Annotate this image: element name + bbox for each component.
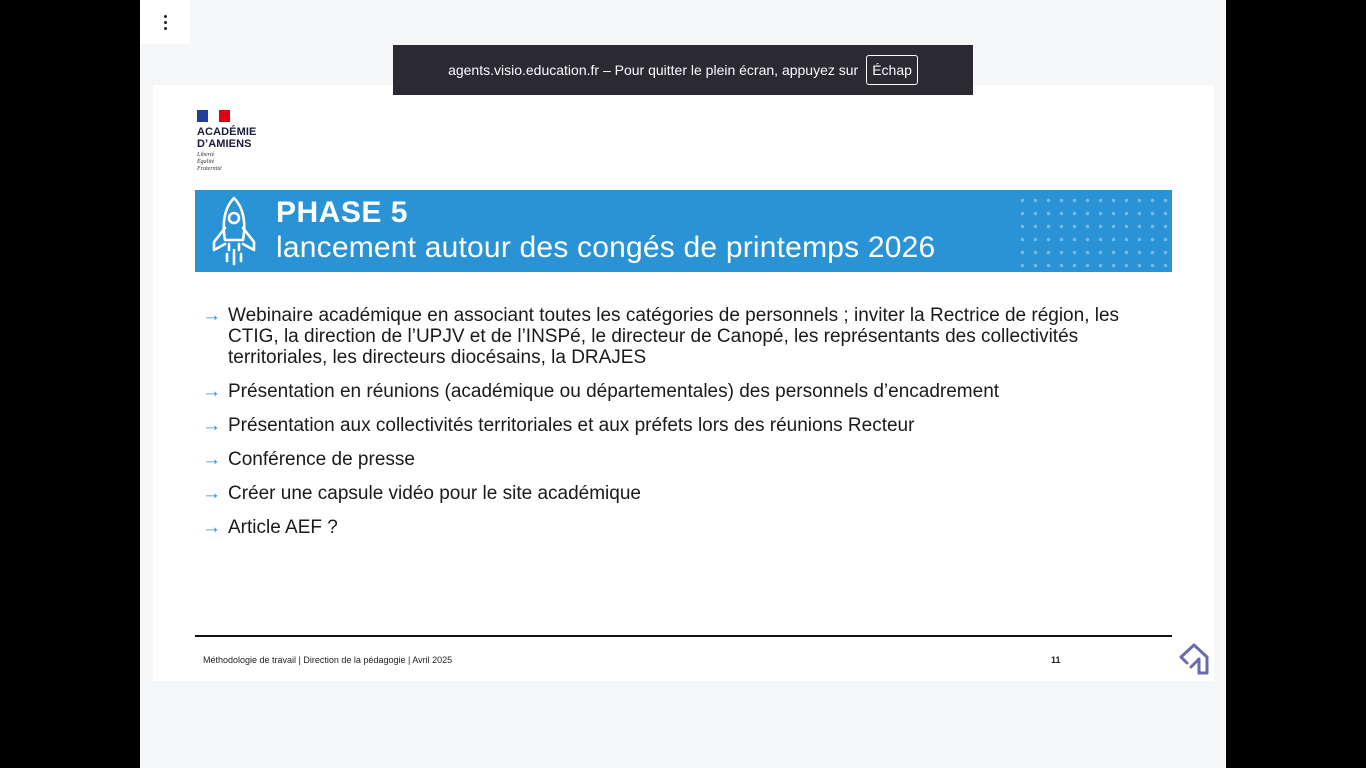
more-options-button[interactable]: [140, 0, 190, 44]
arrow-right-icon: →: [202, 415, 221, 436]
list-item: → Créer une capsule vidéo pour le site académique: [202, 483, 641, 504]
fullscreen-notice: [393, 45, 973, 95]
phase-title: PHASE 5: [276, 196, 408, 229]
rocket-icon: [205, 194, 263, 270]
logo-line-2: D’AMIENS: [197, 138, 252, 150]
arrow-right-icon: →: [202, 517, 221, 538]
list-item: → Article AEF ?: [202, 517, 338, 538]
more-vertical-icon: [164, 15, 167, 30]
dot-pattern: [1012, 190, 1172, 272]
logo-line-1: ACADÉMIE: [197, 126, 257, 138]
list-item: → Conférence de presse: [202, 449, 415, 470]
arrow-right-icon: →: [202, 381, 221, 402]
arrow-right-icon: →: [202, 305, 221, 326]
footer-divider: [195, 635, 1172, 637]
escape-key-badge: Échap: [866, 55, 918, 85]
list-item: → Présentation en réunions (académique ou départementales) des personnels d’encadrement: [202, 381, 1000, 402]
phase-subtitle: lancement autour des congés de printemps 2026: [276, 231, 936, 264]
academy-logo: [197, 110, 277, 180]
slide: [153, 85, 1214, 681]
list-item: → Webinaire académique en associant toutes les catégories de personnels ; inviter la Rectrice de région, les CTIG, la direction de l’UPJV et de l’INSPé, le directeur de Canopé, les représentants des collectivités territoriales, les directeurs diocésains, la DRAJES: [202, 305, 1120, 368]
page-number: 11: [1051, 655, 1061, 665]
bullet-list: [201, 305, 1171, 551]
arrow-right-icon: →: [202, 449, 221, 470]
list-item: → Présentation aux collectivités territoriales et aux préfets lors des réunions Recteur: [202, 415, 915, 436]
title-banner: [195, 190, 1172, 272]
fullscreen-message: agents.visio.education.fr – Pour quitter le plein écran, appuyez sur: [448, 62, 859, 78]
home-icon[interactable]: [1177, 641, 1211, 677]
french-flag-icon: [197, 110, 230, 122]
arrow-right-icon: →: [202, 483, 221, 504]
logo-motto: Liberté Égalité Fraternité: [197, 152, 222, 172]
footer-text: Méthodologie de travail | Direction de la pédagogie | Avril 2025: [203, 655, 453, 665]
